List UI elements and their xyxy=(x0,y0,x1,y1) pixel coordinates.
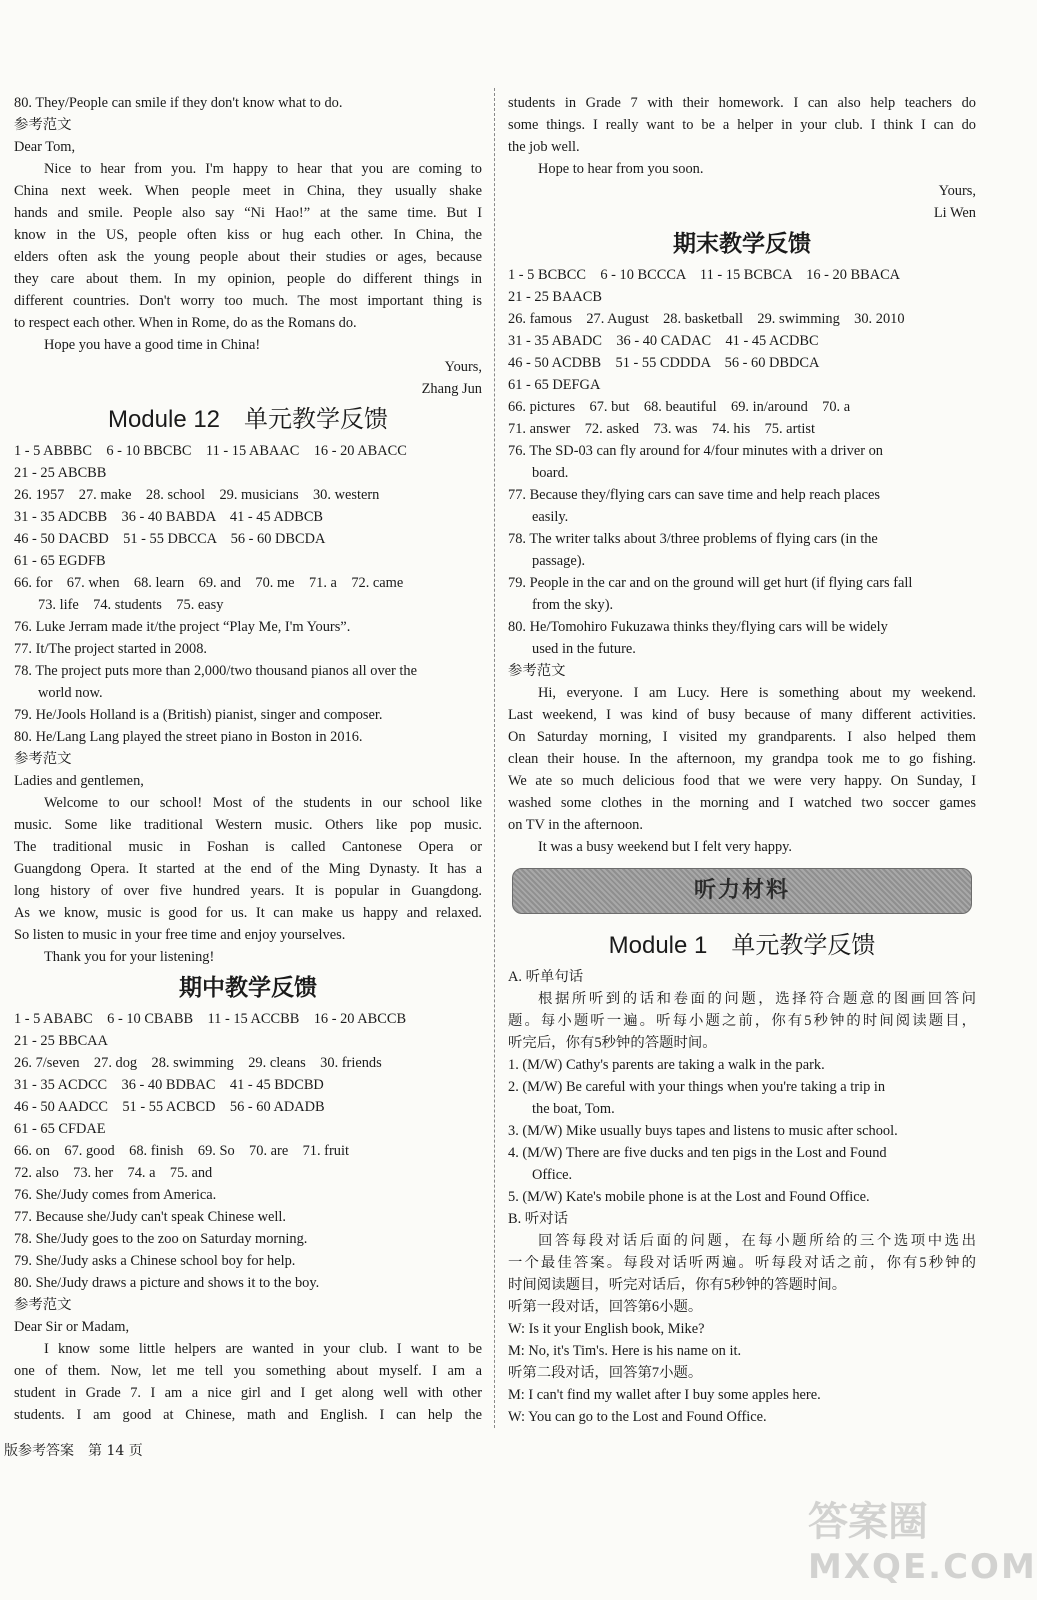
text-line: board. xyxy=(532,465,569,481)
text-line: Hope to hear from you soon. xyxy=(538,161,704,177)
text-line: 61 - 65 EGDFB xyxy=(14,553,106,569)
text-line: 79. People in the car and on the ground will get hurt (if flying cars fall xyxy=(508,575,913,591)
text-line: Hi, everyone. I am Lucy. Here is something about my weekend. xyxy=(538,685,976,701)
text-line: 46 - 50 ACDBB 51 - 55 CDDDA 56 - 60 DBDCA xyxy=(508,355,820,371)
text-line: It was a busy weekend but I felt very happy. xyxy=(538,839,793,855)
text-line: 72. also 73. her 74. a 75. and xyxy=(14,1165,213,1181)
page-footer: 版参考答案 第 14 页 xyxy=(4,1443,143,1459)
text-line: Ladies and gentlemen, xyxy=(14,773,144,789)
section-banner xyxy=(512,868,972,914)
text-line: used in the future. xyxy=(532,641,636,657)
text-line: world now. xyxy=(38,685,103,701)
right-column xyxy=(508,92,976,1428)
text-line: clean their house. In the afternoon, my grandpa took me to go fishing. xyxy=(508,751,976,767)
watermark-line2: MXQE.COM xyxy=(808,1547,1037,1587)
text-line: 80. They/People can smile if they don't know what to do. xyxy=(14,95,343,111)
text-line: 61 - 65 DEFGA xyxy=(508,377,601,393)
text-line: easily. xyxy=(532,509,569,525)
text-line: On Saturday morning, I visited my grandparents. I also helped them xyxy=(508,729,976,745)
text-line: 76. The SD-03 can fly around for 4/four minutes with a driver on xyxy=(508,443,884,459)
text-line: Li Wen xyxy=(933,205,976,221)
text-line: The traditional music in Foshan is called Cantonese Opera or xyxy=(14,839,482,855)
text-line: 76. Luke Jerram made it/the project “Play Me, I'm Yours”. xyxy=(14,619,351,635)
text-line: 参考范文 xyxy=(14,751,72,767)
text-line: M: No, it's Tim's. Here is his name on it. xyxy=(508,1343,742,1359)
text-line: long history of over five hundred years. It is popular in Guangdong. xyxy=(14,883,482,899)
text-line: students in Grade 7 with their homework. I can also help teachers do xyxy=(508,95,976,111)
text-line: 5. (M/W) Kate's mobile phone is at the Lost and Found Office. xyxy=(508,1189,870,1205)
text-line: 一个最佳答案。每段对话听两遍。听每段对话之前，你有5秒钟的 xyxy=(508,1255,976,1271)
text-line: 回答每段对话后面的问题，在每小题所给的三个选项中选出 xyxy=(538,1233,976,1249)
text-line: 77. Because she/Judy can't speak Chinese well. xyxy=(14,1209,286,1225)
text-line: 31 - 35 ACDCC 36 - 40 BDBAC 41 - 45 BDCBD xyxy=(14,1077,324,1093)
text-line: 21 - 25 BBCAA xyxy=(14,1033,108,1049)
text-line: 73. life 74. students 75. easy xyxy=(38,597,224,613)
text-line: Hope you have a good time in China! xyxy=(44,337,261,353)
text-line: 80. He/Lang Lang played the street piano in Boston in 2016. xyxy=(14,729,363,745)
text-line: the boat, Tom. xyxy=(532,1101,615,1117)
text-line: 71. answer 72. asked 73. was 74. his 75. artist xyxy=(508,421,815,437)
text-line: 听完后，你有5秒钟的答题时间。 xyxy=(508,1035,717,1051)
column-divider xyxy=(494,88,495,1428)
text-line: 26. 1957 27. make 28. school 29. musicians 30. western xyxy=(14,487,380,503)
text-line: I know some little helpers are wanted in your club. I want to be xyxy=(44,1341,482,1357)
section-heading: Module 1 单元教学反馈 xyxy=(608,932,876,959)
text-line: 31 - 35 ADCBB 36 - 40 BABDA 41 - 45 ADBCB xyxy=(14,509,324,525)
text-line: 1 - 5 BCBCC 6 - 10 BCCCA 11 - 15 BCBCA 16 - 20 BBACA xyxy=(508,267,901,283)
text-line: from the sky). xyxy=(532,597,614,613)
text-line: some things. I really want to be a helper in your club. I think I can do xyxy=(508,117,976,133)
text-line: Yours, xyxy=(444,359,482,375)
text-line: 31 - 35 ABADC 36 - 40 CADAC 41 - 45 ACDBC xyxy=(508,333,819,349)
text-line: 听第二段对话，回答第7小题。 xyxy=(508,1365,703,1381)
text-line: Dear Tom, xyxy=(14,139,76,155)
text-line: Dear Sir or Madam, xyxy=(14,1319,130,1335)
text-line: As we know, music is good for us. It can make us happy and relaxed. xyxy=(14,905,482,921)
text-line: 听第一段对话，回答第6小题。 xyxy=(508,1299,703,1315)
text-line: they care about them. In my opinion, people do different things in xyxy=(14,271,482,287)
text-line: 78. The project puts more than 2,000/two thousand pianos all over the xyxy=(14,663,417,679)
text-line: one of them. Now, let me tell you something about myself. I am a xyxy=(14,1363,482,1379)
text-line: 78. The writer talks about 3/three problems of flying cars (in the xyxy=(508,531,878,547)
text-line: Last weekend, I was kind of busy because of many different activities. xyxy=(508,707,976,723)
text-line: 66. for 67. when 68. learn 69. and 70. me 71. a 72. came xyxy=(14,575,404,591)
text-line: 80. He/Tomohiro Fukuzawa thinks they/flying cars will be widely xyxy=(508,619,888,635)
text-line: M: I can't find my wallet after I buy some apples here. xyxy=(508,1387,821,1403)
text-line: 21 - 25 BAACB xyxy=(508,289,602,305)
text-line: to respect each other. When in Rome, do as the Romans do. xyxy=(14,315,357,331)
text-line: 参考范文 xyxy=(14,1297,72,1313)
text-line: Office. xyxy=(532,1167,573,1183)
text-line: W: You can go to the Lost and Found Office. xyxy=(508,1409,767,1425)
text-line: washed some clothes in the morning and I watched two soccer games xyxy=(508,795,976,811)
text-line: Thank you for your listening! xyxy=(44,949,215,965)
text-line: We ate so much delicious food that we were very happy. On Sunday, I xyxy=(508,773,976,789)
text-line: 76. She/Judy comes from America. xyxy=(14,1187,217,1203)
text-line: 3. (M/W) Mike usually buys tapes and listens to music after school. xyxy=(508,1123,898,1139)
text-line: 80. She/Judy draws a picture and shows it to the boy. xyxy=(14,1275,320,1291)
text-line: the job well. xyxy=(508,139,580,155)
text-line: music. Some like traditional Western music. Others like pop music. xyxy=(14,817,482,833)
text-line: 79. He/Jools Holland is a (British) pianist, singer and composer. xyxy=(14,707,383,723)
text-line: 根据所听到的话和卷面的问题，选择符合题意的图画回答问 xyxy=(538,991,976,1007)
text-line: 26. 7/seven 27. dog 28. swimming 29. cleans 30. friends xyxy=(14,1055,382,1071)
text-line: So listen to music in your free time and enjoy yourselves. xyxy=(14,927,346,943)
text-line: 77. It/The project started in 2008. xyxy=(14,641,208,657)
text-line: 题。每小题听一遍。听每小题之前，你有5秒钟的时间阅读题目， xyxy=(508,1013,976,1029)
text-line: 66. pictures 67. but 68. beautiful 69. in/around 70. a xyxy=(508,399,851,415)
text-line: 26. famous 27. August 28. basketball 29. swimming 30. 2010 xyxy=(508,311,905,327)
text-line: Yours, xyxy=(938,183,976,199)
text-line: 1 - 5 ABABC 6 - 10 CBABB 11 - 15 ACCBB 16 - 20 ABCCB xyxy=(14,1011,407,1027)
text-line: 时间阅读题目，听完对话后，你有5秒钟的答题时间。 xyxy=(508,1277,847,1293)
text-line: B. 听对话 xyxy=(508,1211,568,1227)
text-line: 4. (M/W) There are five ducks and ten pigs in the Lost and Found xyxy=(508,1145,887,1161)
text-line: 61 - 65 CFDAE xyxy=(14,1121,106,1137)
text-line: 79. She/Judy asks a Chinese school boy for help. xyxy=(14,1253,296,1269)
text-line: 参考范文 xyxy=(14,117,72,133)
section-heading: Module 12 单元教学反馈 xyxy=(107,406,389,433)
text-line: Zhang Jun xyxy=(421,381,482,397)
text-line: 1 - 5 ABBBC 6 - 10 BBCBC 11 - 15 ABAAC 16 - 20 ABACC xyxy=(14,443,407,459)
text-line: 66. on 67. good 68. finish 69. So 70. are 71. fruit xyxy=(14,1143,349,1159)
text-line: 46 - 50 AADCC 51 - 55 ACBCD 56 - 60 ADADB xyxy=(14,1099,325,1115)
text-line: 1. (M/W) Cathy's parents are taking a walk in the park. xyxy=(508,1057,825,1073)
text-line: W: Is it your English book, Mike? xyxy=(508,1321,705,1337)
text-line: 21 - 25 ABCBB xyxy=(14,465,107,481)
text-line: different countries. Don't worry too much. The most important thing is xyxy=(14,293,482,309)
text-line: hands and smile. People also say “Ni Hao!” at the same time. But I xyxy=(14,205,482,221)
watermark-line1: 答案圈 xyxy=(808,1499,928,1545)
text-line: Welcome to our school! Most of the students in our school like xyxy=(44,795,482,811)
text-line: 46 - 50 DACBD 51 - 55 DBCCA 56 - 60 DBCDA xyxy=(14,531,326,547)
section-heading: 期末教学反馈 xyxy=(673,231,811,257)
watermark-logo xyxy=(808,1490,1037,1590)
text-line: know in the US, people often kiss or hug each other. In China, the xyxy=(14,227,482,243)
left-column xyxy=(14,92,482,1426)
text-line: 参考范文 xyxy=(508,663,566,679)
text-line: elders often ask the young people about their studies or ages, because xyxy=(14,249,482,265)
text-line: Nice to hear from you. I'm happy to hear that you are coming to xyxy=(44,161,482,177)
text-line: student in Grade 7. I am a nice girl and I get along well with other xyxy=(14,1385,482,1401)
text-line: passage). xyxy=(532,553,586,569)
text-line: A. 听单句话 xyxy=(508,969,584,985)
section-banner-label: 听力材料 xyxy=(693,878,790,903)
text-line: Guangdong Opera. It started at the end of the Ming Dynasty. It has a xyxy=(14,861,482,877)
text-line: China next week. When people meet in China, they usually shake xyxy=(14,183,482,199)
text-line: on TV in the afternoon. xyxy=(508,817,643,833)
text-line: students. I am good at Chinese, math and English. I can help the xyxy=(14,1407,482,1423)
text-line: 2. (M/W) Be careful with your things when you're taking a trip in xyxy=(508,1079,886,1095)
section-heading: 期中教学反馈 xyxy=(179,975,317,1001)
text-line: 78. She/Judy goes to the zoo on Saturday morning. xyxy=(14,1231,308,1247)
text-line: 77. Because they/flying cars can save time and help reach places xyxy=(508,487,880,503)
